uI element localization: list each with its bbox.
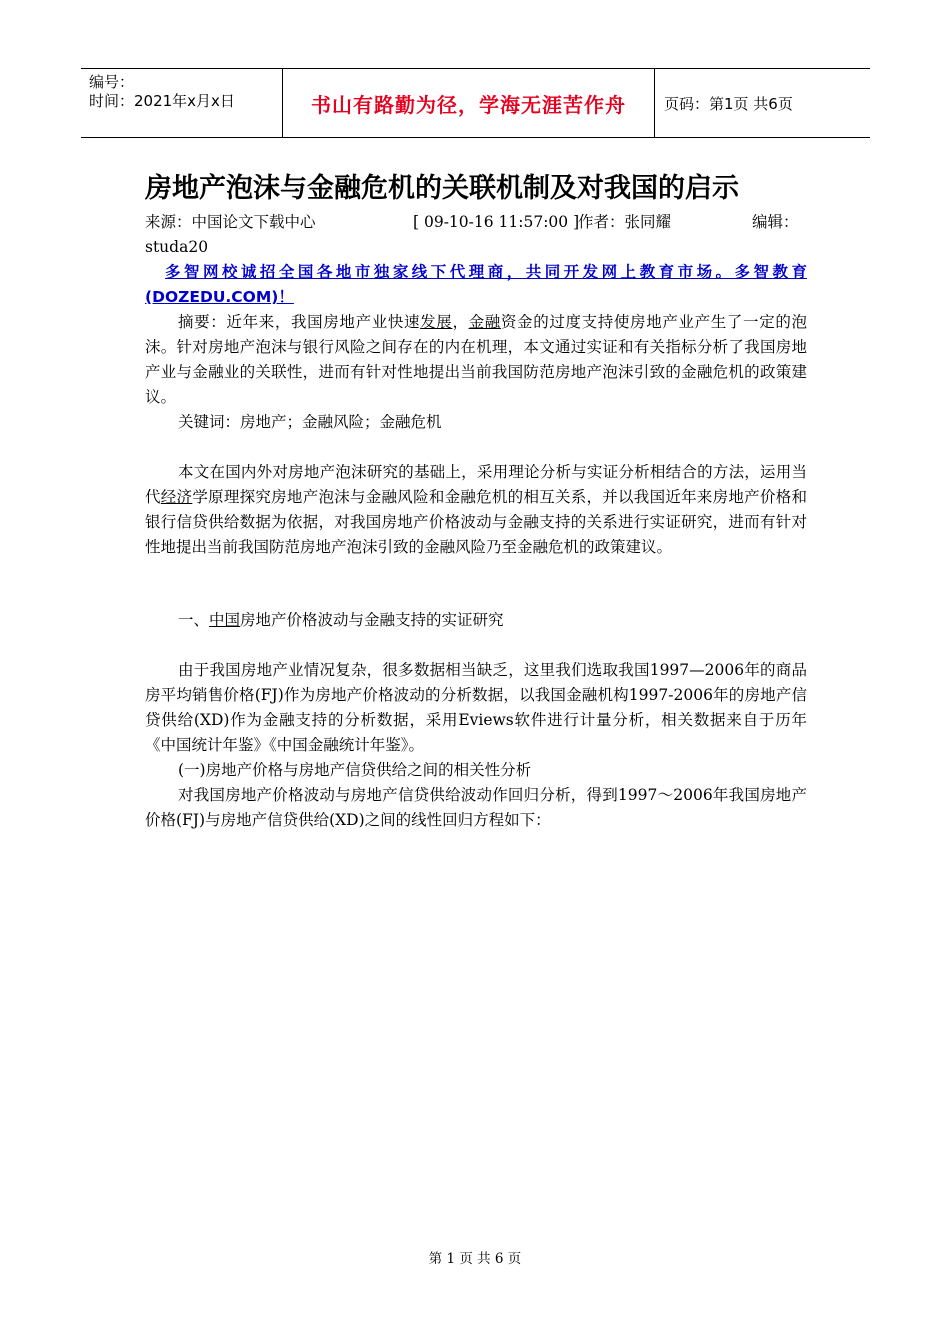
header-page-cell xyxy=(655,69,870,137)
section-prefix: 一、 xyxy=(178,611,210,629)
regression-paragraph: 对我国房地产价格波动与房地产信贷供给波动作回归分析，得到1997～2006年我国房地产价格(FJ)与房地产信贷供给(XD)之间的线性回归方程如下： xyxy=(145,786,807,829)
editor-name: studa20 xyxy=(145,238,209,256)
editor-label: 编辑： xyxy=(752,213,799,231)
section-rest: 房地产价格波动与金融支持的实证研究 xyxy=(240,611,504,629)
time-label: 时间：2021年x月x日 xyxy=(89,92,235,110)
motto: 书山有路勤为径，学海无涯苦作舟 xyxy=(311,92,626,117)
publish-date: [ 09-10-16 11:57:00 ] xyxy=(413,213,580,231)
section-heading-1 xyxy=(145,608,807,633)
intro-text-b: 学原理探究房地产泡沫与金融风险和金融危机的相互关系，并以我国近年来房地产价格和银行信贷供给数据为依据，对我国房地产价格波动与金融支持的关系进行实证研究，进而有针对性地提出当前我国防范房地产泡沫引致的金融风险乃至金融危机的政策建议。 xyxy=(145,488,807,556)
abstract-text-b: ， xyxy=(452,313,469,331)
header-info xyxy=(81,69,282,137)
page-code: 页码：第1页 共6页 xyxy=(664,94,793,113)
number-label: 编号： xyxy=(89,73,135,91)
page-footer: 第 1 页 共 6 页 xyxy=(428,1251,522,1267)
abstract-paragraph xyxy=(145,310,807,410)
document-header xyxy=(81,68,870,138)
link-fazhan[interactable]: 发展 xyxy=(420,313,453,331)
author: 作者：张同耀 xyxy=(578,213,672,231)
article-title: 房地产泡沫与金融危机的关联机制及对我国的启示 xyxy=(145,173,739,204)
ad-link[interactable]: 多智网校诚招全国各地市独家线下代理商，共同开发网上教育市场。多智教育(DOZEDU.COM)！ xyxy=(145,263,807,306)
subheading-1: (一)房地产价格与房地产信贷供给之间的相关性分析 xyxy=(178,761,532,779)
abstract-text-a: 摘要：近年来，我国房地产业快速 xyxy=(178,313,421,331)
link-zhongguo[interactable]: 中国 xyxy=(209,611,241,629)
link-jingji[interactable]: 经济 xyxy=(160,488,193,506)
keywords: 关键词：房地产；金融风险；金融危机 xyxy=(178,413,442,431)
intro-text-a: 本文在国内外对房地产泡沫研究的基础上，采用理论分析与实证分析相结合的方法，运用当代 xyxy=(145,463,807,506)
abstract-text-c: 资金的过度支持使房地产业产生了一定的泡沫。针对房地产泡沫与银行风险之间存在的内在机理，本文通过实证和有关指标分析了我国房地产业与金融业的关联性，进而有针对性地提出当前我国防范房地产泡沫引致的金融危机的政策建议。 xyxy=(145,313,807,406)
link-jinrong[interactable]: 金融 xyxy=(468,313,501,331)
source: 来源：中国论文下载中心 xyxy=(145,213,316,231)
header-motto-cell xyxy=(282,69,655,137)
data-paragraph: 由于我国房地产业情况复杂，很多数据相当缺乏，这里我们选取我国1997—2006年的商品房平均销售价格(FJ)作为房地产价格波动的分析数据，以我国金融机构1997-2006年的房地产信贷供给(XD)作为金融支持的分析数据，采用Eviews软件进行计量分析，相关数据来自于历年《中国统计年鉴》《中国金融统计年鉴》。 xyxy=(145,661,807,754)
intro-paragraph xyxy=(145,460,807,560)
